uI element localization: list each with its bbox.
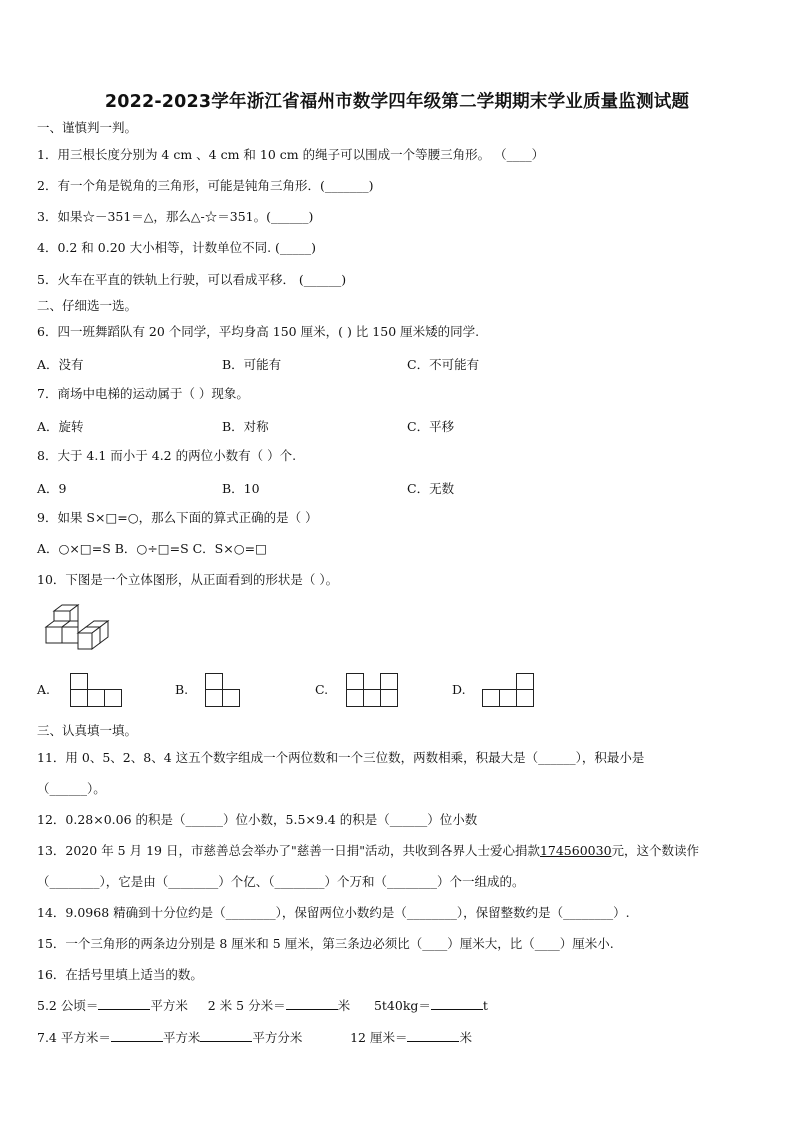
section-heading-1: 一、谨慎判一判。 <box>37 120 138 135</box>
q16-row-1 <box>37 998 488 1014</box>
q9-options: A．○×□=S B．○÷□=S C．S×○=□ <box>37 541 267 556</box>
question-6: 6．四一班舞蹈队有 20 个同学，平均身高 150 厘米，( ) 比 150 厘米矮的同学. <box>37 324 480 339</box>
answer-blank[interactable] <box>98 998 150 1010</box>
q16-r2-unit-1: 平方米 <box>162 1030 201 1045</box>
q8-option-b: B．10 <box>222 481 260 496</box>
q16-r2-unit-2: 平方分米 <box>252 1030 303 1045</box>
answer-blank[interactable] <box>407 1030 459 1042</box>
question-4: 4．0.2 和 0.20 大小相等，计数单位不同. (_____) <box>37 240 317 255</box>
question-11-line-2: （______）。 <box>37 781 106 796</box>
question-5: 5．火车在平直的铁轨上行驶，可以看成平移． (______) <box>37 272 347 287</box>
answer-blank[interactable] <box>111 1030 163 1042</box>
q7-option-a: A．旋转 <box>37 419 84 434</box>
q10-option-c-shape <box>346 673 399 707</box>
question-3: 3．如果☆－351＝△，那么△-☆＝351。(______) <box>37 209 314 224</box>
answer-blank[interactable] <box>286 998 338 1010</box>
q6-option-c: C．不可能有 <box>407 357 480 372</box>
q10-option-d-label: D. <box>452 682 466 697</box>
q10-option-b-label: B. <box>175 682 189 697</box>
q16-r1-unit-1: 平方米 <box>150 998 188 1013</box>
answer-blank[interactable] <box>431 998 483 1010</box>
q13-donation-amount: 174560030 <box>539 843 612 858</box>
question-15: 15．一个三角形的两条边分别是 8 厘米和 5 厘米，第三条边必须比（____）厘米大，比（____）厘米小. <box>37 936 614 951</box>
q10-option-b-shape <box>205 673 241 707</box>
q16-r2-item-1: 7.4 平方米＝ <box>37 1030 111 1045</box>
question-1: 1．用三根长度分别为 4 cm 、4 cm 和 10 cm 的绳子可以围成一个等腰三角形。 （____） <box>37 147 545 162</box>
page-title: 2022-2023学年浙江省福州市数学四年级第二学期期末学业质量监测试题 <box>104 92 690 112</box>
q6-option-a: A．没有 <box>37 357 84 372</box>
question-9: 9．如果 S×□=○，那么下面的算式正确的是（ ） <box>37 510 318 525</box>
question-11-line-1: 11．用 0、5、2、8、4 这五个数字组成一个两位数和一个三位数，两数相乘，积最大是（______），积最小是 <box>37 750 645 765</box>
question-7: 7．商场中电梯的运动属于（ ）现象。 <box>37 386 249 401</box>
q16-r2-unit-3: 米 <box>459 1030 472 1045</box>
q13-text-pre: 13．2020 年 5 月 19 日，市慈善总会举办了"慈善一日捐"活动，共收到各界人士爱心捐款 <box>37 843 540 858</box>
q6-option-b: B．可能有 <box>222 357 282 372</box>
q16-r1-unit-2: 米 <box>337 998 351 1013</box>
question-13-line-1 <box>37 843 699 859</box>
q7-option-c: C．平移 <box>407 419 455 434</box>
q7-option-b: B．对称 <box>222 419 269 434</box>
q8-option-c: C．无数 <box>407 481 455 496</box>
q10-option-c-label: C. <box>315 682 329 697</box>
question-2: 2．有一个角是锐角的三角形，可能是钝角三角形．(_______) <box>37 178 374 193</box>
q8-option-a: A．9 <box>37 481 67 496</box>
q10-option-d-shape <box>482 673 535 707</box>
q16-r1-item-1: 5.2 公顷＝ <box>37 998 99 1013</box>
question-10: 10．下图是一个立体图形，从正面看到的形状是（ ）。 <box>37 572 339 587</box>
solid-figure <box>44 603 110 653</box>
q16-r1-item-2: 2 米 5 分米＝ <box>207 998 286 1013</box>
q16-r1-item-3: 5t40kg＝ <box>373 998 431 1013</box>
q16-row-2 <box>37 1030 472 1046</box>
question-12: 12．0.28×0.06 的积是（______）位小数，5.5×9.4 的积是（______）位小数 <box>37 812 478 827</box>
answer-blank[interactable] <box>200 1030 252 1042</box>
q10-option-a-label: A. <box>37 682 51 697</box>
question-16: 16．在括号里填上适当的数。 <box>37 967 203 982</box>
question-8: 8．大于 4.1 而小于 4.2 的两位小数有（ ）个. <box>37 448 297 463</box>
q10-option-a-shape <box>70 673 122 707</box>
section-heading-2: 二、仔细选一选。 <box>37 298 138 313</box>
q16-r2-item-2: 12 厘米＝ <box>350 1030 408 1045</box>
section-heading-3: 三、认真填一填。 <box>37 723 138 738</box>
q13-text-post: 元，这个数读作 <box>611 843 700 858</box>
question-14: 14．9.0968 精确到十分位约是（________），保留两位小数约是（________），保留整数约是（________）. <box>37 905 630 920</box>
question-13-line-2: （________），它是由（________）个亿、（________）个万和（________）个一组成的。 <box>37 874 525 889</box>
q16-r1-unit-3: t <box>482 998 488 1013</box>
